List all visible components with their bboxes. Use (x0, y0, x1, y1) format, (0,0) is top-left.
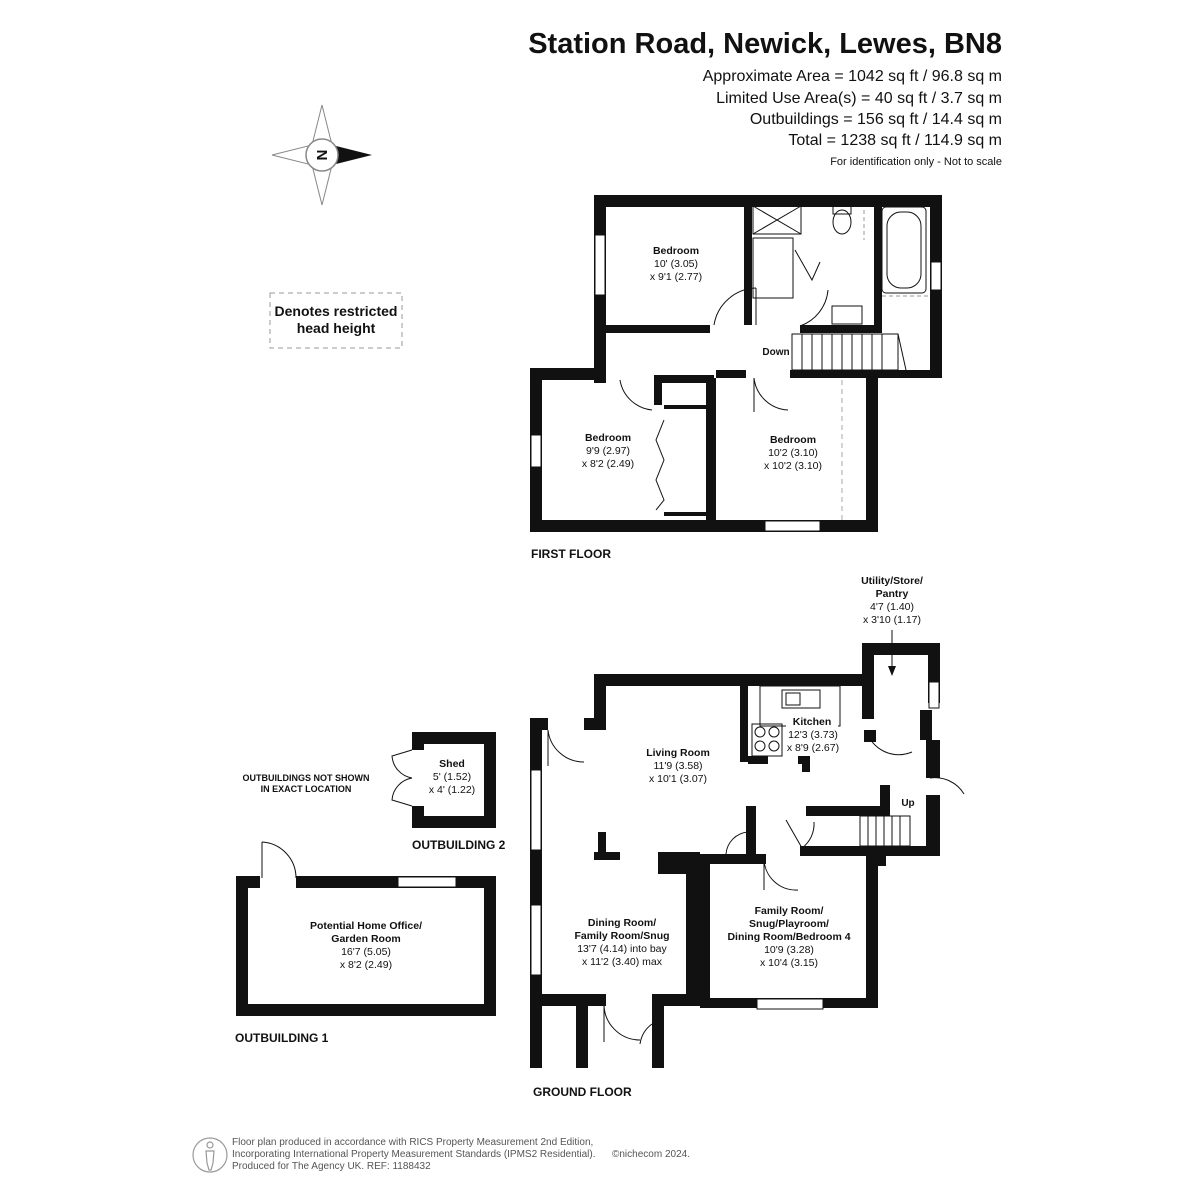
room-name-2: Snug/Playroom/ (749, 918, 829, 930)
ground-floor-doors (548, 730, 964, 1044)
approx-area: Approximate Area = 1042 sq ft / 96.8 sq m (702, 68, 1002, 85)
room-dim-2: x 3'10 (1.17) (862, 614, 922, 626)
room-bedroom-2 (582, 432, 634, 470)
room-bedroom-3 (764, 434, 822, 472)
room-living (646, 747, 710, 785)
room-dim-2: x 10'2 (3.10) (763, 460, 823, 472)
outbuilding-1-door (262, 842, 296, 878)
footer-line-2: Incorporating International Property Measurement Standards (IPMS2 Residential). (232, 1149, 596, 1160)
outbuildings-area: Outbuildings = 156 sq ft / 14.4 sq m (749, 111, 1002, 128)
legend-line-1: Denotes restricted (274, 303, 398, 319)
room-dim-2: x 9'1 (2.77) (649, 271, 703, 283)
room-dim-2: x 4' (1.22) (428, 784, 476, 796)
room-dining (574, 917, 669, 968)
room-dim-1: 10'2 (3.10) (768, 447, 818, 459)
room-name: Bedroom (769, 434, 817, 446)
ground-floor-plan (530, 643, 940, 1068)
room-name-2: Family Room/Snug (574, 930, 670, 942)
room-shed (429, 758, 475, 796)
room-kitchen (786, 714, 839, 754)
room-name-2: Pantry (875, 588, 909, 600)
legend-line-2: head height (296, 320, 376, 336)
outbuildings-note-1: OUTBUILDINGS NOT SHOWN (242, 773, 370, 783)
room-name-1: Family Room/ (754, 905, 824, 917)
room-name-1: Utility/Store/ (861, 575, 923, 587)
room-name-1: Potential Home Office/ (309, 920, 423, 932)
room-dim-1: 11'9 (3.58) (653, 760, 703, 772)
first-floor-plan (530, 195, 942, 532)
stairs-up-label: Up (901, 798, 915, 809)
bathroom-fixtures (753, 206, 930, 324)
room-dim-1: 10' (3.05) (653, 258, 699, 270)
compass-icon (272, 105, 372, 205)
room-family (727, 905, 850, 969)
room-name-2: Garden Room (331, 933, 401, 945)
total-area: Total = 1238 sq ft / 114.9 sq m (788, 132, 1002, 149)
room-name: Living Room (646, 747, 710, 759)
limited-use-area: Limited Use Area(s) = 40 sq ft / 3.7 sq m (716, 90, 1002, 107)
first-floor-label: FIRST FLOOR (531, 547, 611, 561)
room-dim-1: 12'3 (3.73) (788, 729, 838, 741)
outbuilding-2-label: OUTBUILDING 2 (412, 838, 506, 852)
room-dim-2: x 10'4 (3.15) (759, 957, 819, 969)
room-bedroom-1 (650, 245, 702, 283)
footer-line-1: Floor plan produced in accordance with RICS Property Measurement 2nd Edition, (232, 1137, 594, 1148)
room-dim-1: 13'7 (4.14) into bay (577, 943, 667, 955)
stairs-down-label: Down (762, 347, 790, 358)
shed-doors (392, 750, 412, 806)
room-name-3: Dining Room/Bedroom 4 (727, 931, 851, 943)
room-name-1: Dining Room/ (587, 917, 657, 929)
ground-floor-label: GROUND FLOOR (533, 1085, 632, 1099)
room-dim-2: x 8'2 (2.49) (581, 458, 635, 470)
room-utility (861, 575, 923, 626)
room-dim-2: x 8'9 (2.67) (786, 742, 840, 754)
person-logo-icon (193, 1138, 227, 1172)
room-name: Bedroom (584, 432, 632, 444)
room-dim-1: 5' (1.52) (432, 771, 472, 783)
room-dim-2: x 10'1 (3.07) (648, 773, 708, 785)
room-name: Shed (439, 758, 465, 770)
outbuildings-note-2: IN EXACT LOCATION (260, 784, 352, 794)
compass-letter: N (313, 149, 330, 161)
room-dim-2: x 8'2 (2.49) (339, 959, 393, 971)
room-dim-1: 9'9 (2.97) (585, 445, 631, 457)
sink-icon (832, 306, 862, 324)
room-dim-2: x 11'2 (3.40) max (581, 956, 663, 968)
room-name: Kitchen (792, 716, 832, 728)
room-name: Bedroom (652, 245, 700, 257)
ground-floor-stairs (860, 816, 910, 846)
outbuilding-1-window (398, 877, 456, 887)
room-dim-1: 16'7 (5.05) (341, 946, 391, 958)
identification-note: For identification only - Not to scale (830, 156, 1002, 168)
property-title: Station Road, Newick, Lewes, BN8 (528, 28, 1002, 60)
restricted-height-legend (270, 293, 402, 348)
room-dim-1: 4'7 (1.40) (869, 601, 915, 613)
footer-line-3: Produced for The Agency UK. REF: 1188432 (232, 1161, 431, 1172)
room-home-office (310, 920, 422, 971)
outbuilding-1-label: OUTBUILDING 1 (235, 1031, 329, 1045)
room-dim-1: 10'9 (3.28) (764, 944, 814, 956)
footer-copyright: ©nichecom 2024. (612, 1149, 690, 1160)
first-floor-stairs (792, 334, 906, 370)
